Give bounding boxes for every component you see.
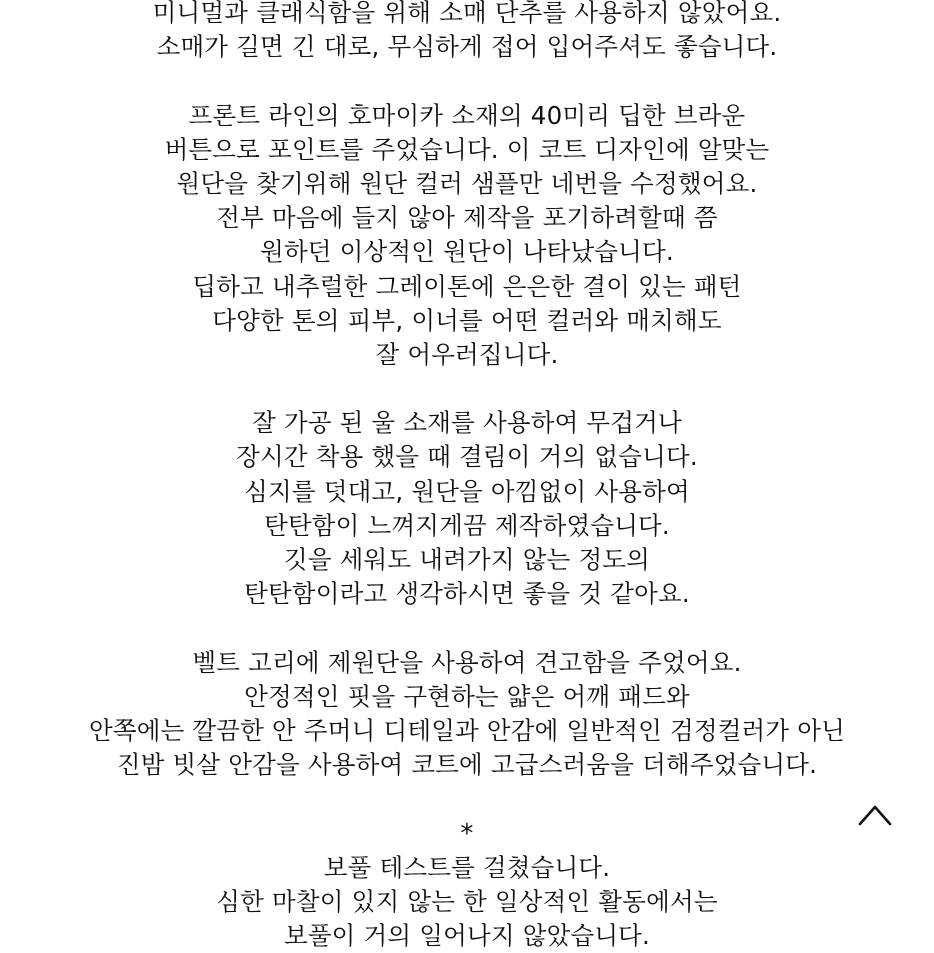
chevron-up-icon — [854, 798, 896, 832]
paragraph-gap — [0, 64, 934, 98]
paragraph-pilling-test — [0, 817, 934, 953]
text-line: 다양한 톤의 피부, 이너를 어떤 컬러와 매치해도 — [0, 304, 934, 338]
paragraph-wool — [0, 406, 934, 611]
text-line: 프론트 라인의 호마이카 소재의 40미리 딥한 브라운 — [0, 99, 934, 133]
paragraph-gap — [0, 372, 934, 406]
text-line: 깃을 세워도 내려가지 않는 정도의 — [0, 543, 934, 577]
text-line: 안정적인 핏을 구현하는 얇은 어깨 패드와 — [0, 680, 934, 714]
text-line: 원하던 이상적인 원단이 나타났습니다. — [0, 235, 934, 269]
text-line: 탄탄함이라고 생각하시면 좋을 것 같아요. — [0, 577, 934, 611]
text-line: 심지를 덧대고, 원단을 아낌없이 사용하여 — [0, 475, 934, 509]
paragraph-sleeve — [0, 0, 934, 64]
text-line: 잘 어우러집니다. — [0, 338, 934, 372]
paragraph-details — [0, 646, 934, 783]
text-line: 벨트 고리에 제원단을 사용하여 견고함을 주었어요. — [0, 646, 934, 680]
text-line: 보풀이 거의 일어나지 않았습니다. — [0, 919, 934, 953]
text-line: 전부 마음에 들지 않아 제작을 포기하려할때 쯤 — [0, 201, 934, 235]
text-line: 버튼으로 포인트를 주었습니다. 이 코트 디자인에 알맞는 — [0, 133, 934, 167]
text-line: 미니멀과 클래식함을 위해 소매 단추를 사용하지 않았어요. — [0, 0, 934, 30]
text-line: 탄탄함이 느껴지게끔 제작하였습니다. — [0, 509, 934, 543]
text-line: 잘 가공 된 울 소재를 사용하여 무겁거나 — [0, 406, 934, 440]
paragraph-buttons-fabric — [0, 99, 934, 373]
text-line: 원단을 찾기위해 원단 컬러 샘플만 네번을 수정했어요. — [0, 167, 934, 201]
paragraph-gap — [0, 782, 934, 816]
text-line: 심한 마찰이 있지 않는 한 일상적인 활동에서는 — [0, 885, 934, 919]
text-line: 소매가 길면 긴 대로, 무심하게 접어 입어주셔도 좋습니다. — [0, 30, 934, 64]
text-line: 진밤 빗살 안감을 사용하여 코트에 고급스러움을 더해주었습니다. — [0, 748, 934, 782]
text-line: 딥하고 내추럴한 그레이톤에 은은한 결이 있는 패턴 — [0, 270, 934, 304]
text-line: 보풀 테스트를 걸쳤습니다. — [0, 851, 934, 885]
scroll-to-top-button[interactable] — [854, 798, 896, 832]
text-line: 안쪽에는 깔끔한 안 주머니 디테일과 안감에 일반적인 검정컬러가 아닌 — [0, 714, 934, 748]
asterisk-divider: * — [0, 817, 934, 851]
paragraph-gap — [0, 611, 934, 645]
text-line: 장시간 착용 했을 때 결림이 거의 없습니다. — [0, 440, 934, 474]
